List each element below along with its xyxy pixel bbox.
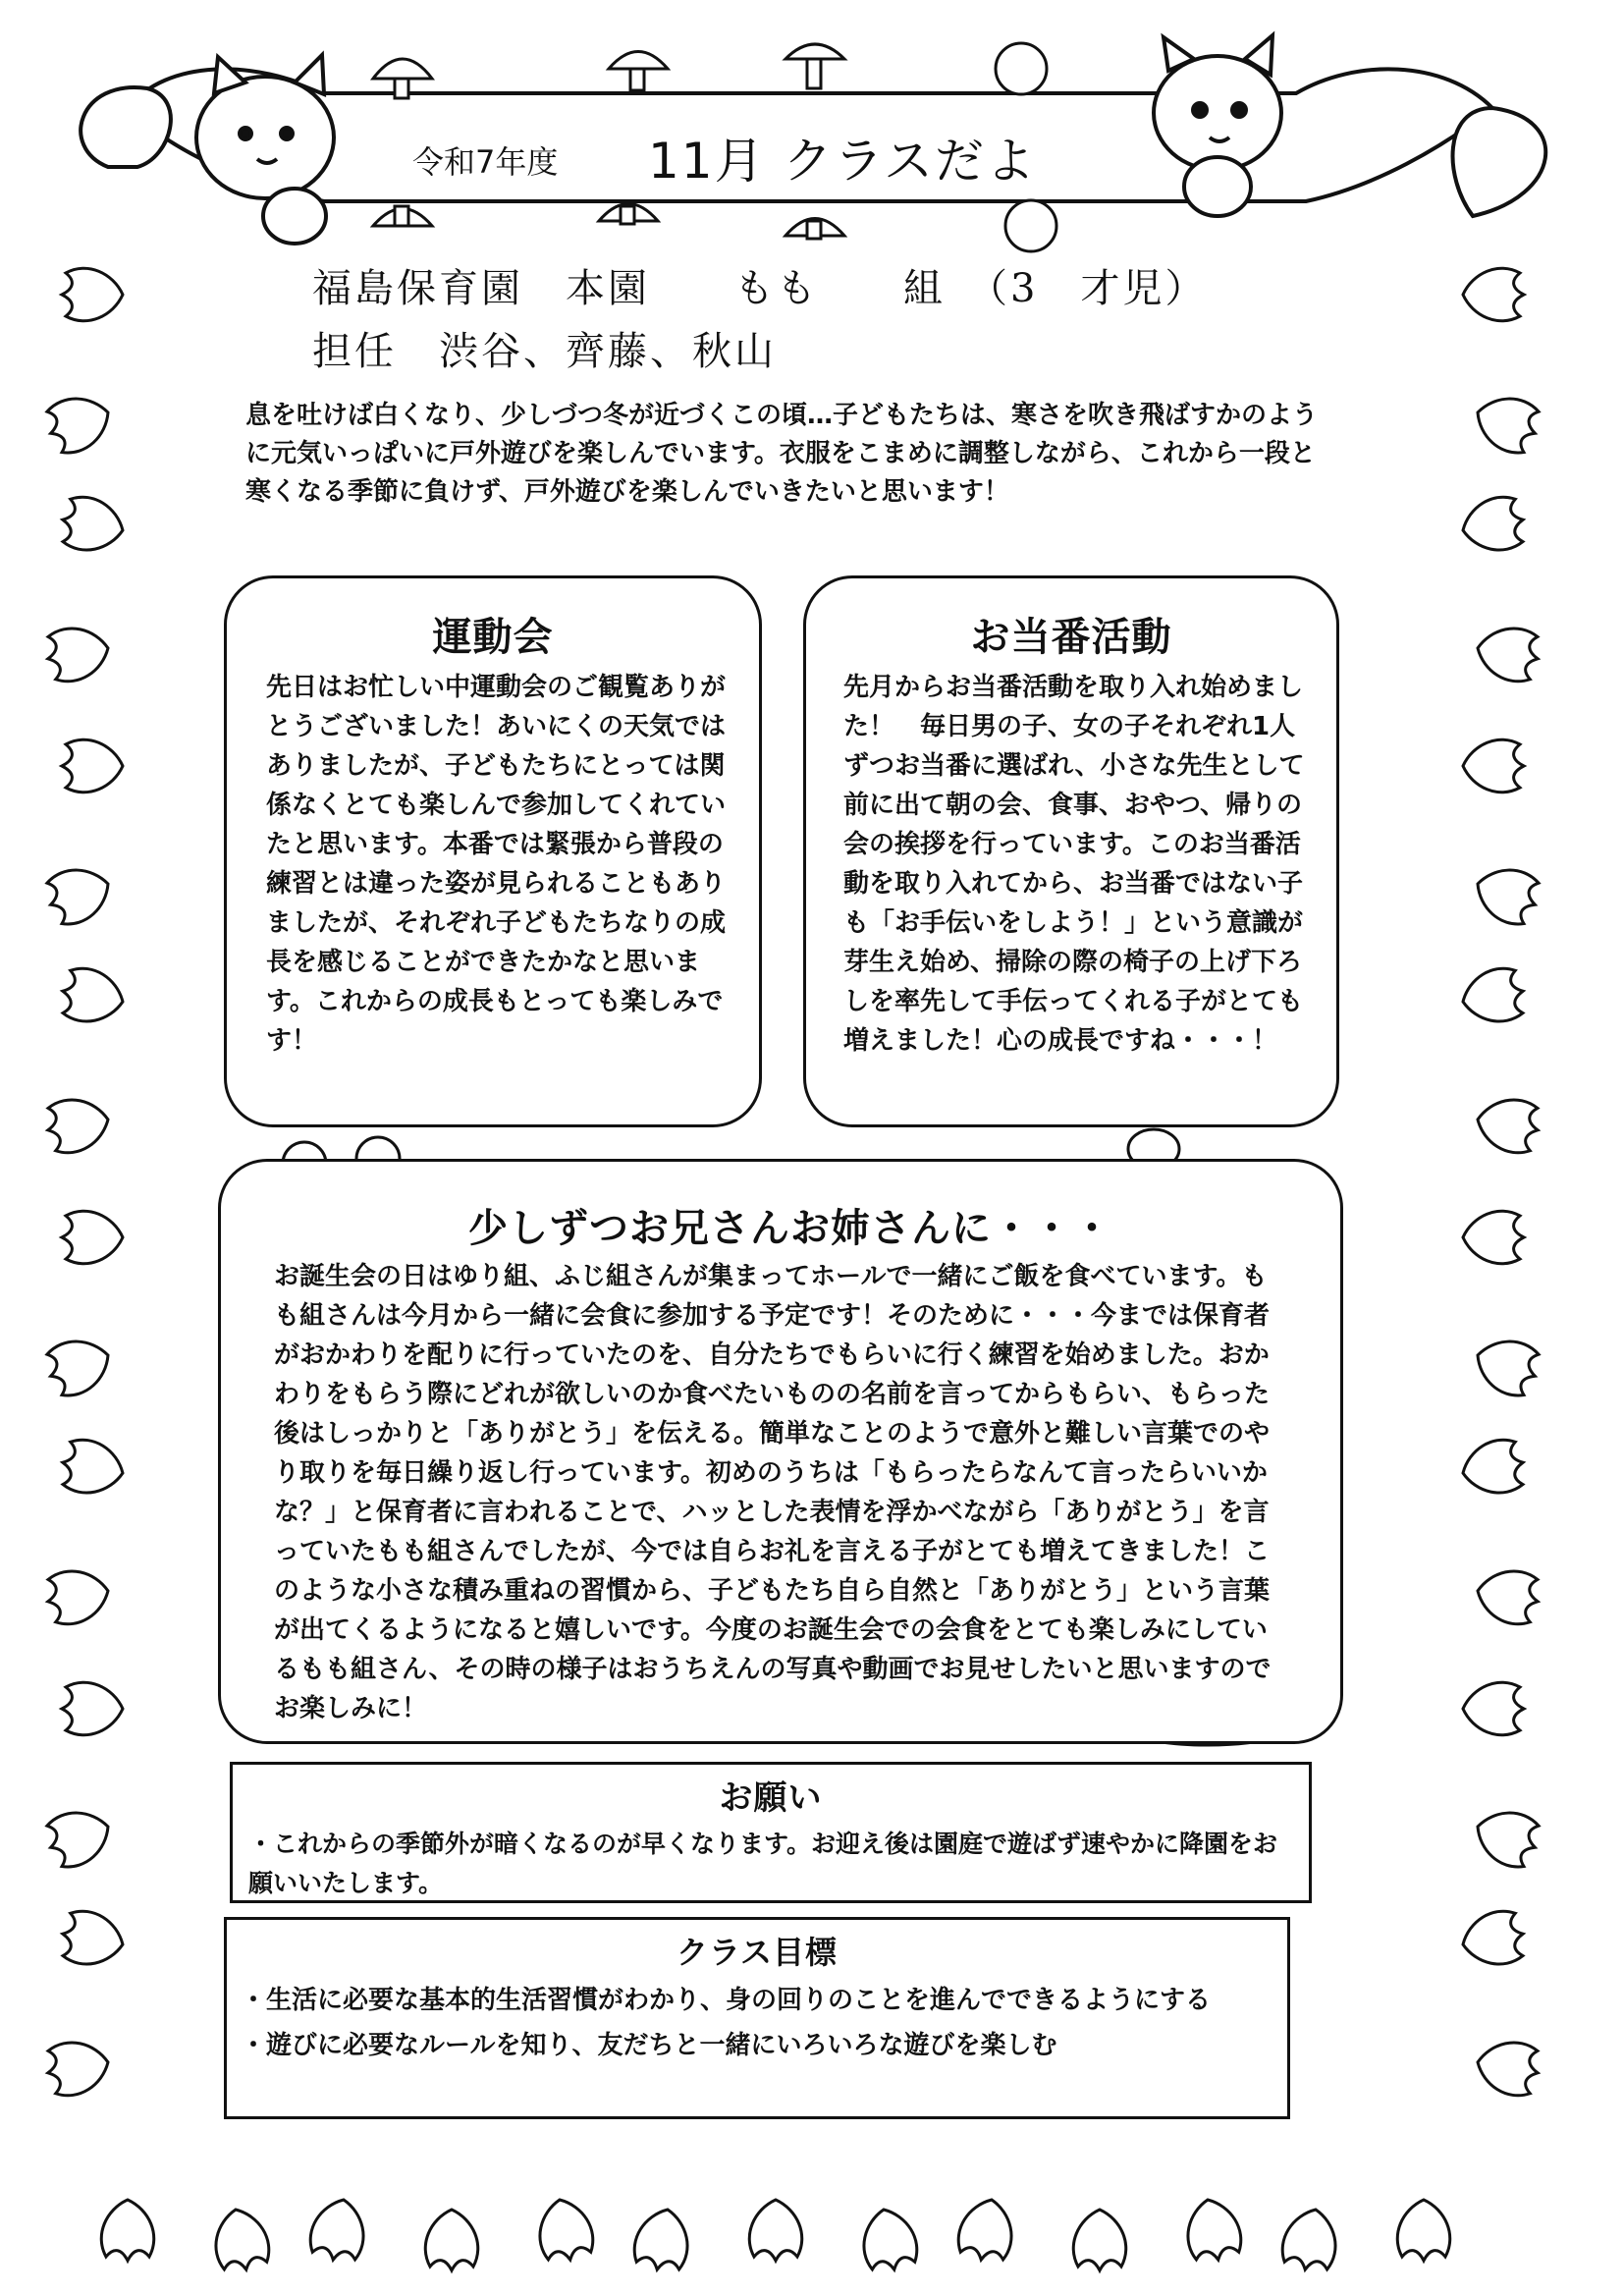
class-goals-section [224,1917,1290,2119]
bottom-leaf-border [101,2195,1449,2273]
nursery-class-line: 福島保育園 本園 もも 組 （3 才児） [312,266,1208,311]
class-goals-title: クラス目標 [676,1934,839,1971]
growing-up-section [218,1159,1343,1744]
sports-day-section [224,575,762,1127]
request-body: ・これからの季節外が暗くなるのが早くなります。お迎え後は園庭で遊ばず速やかに降園をお願いいたします。 [248,1830,1278,1897]
teachers-line: 担任 渋谷、齊藤、秋山 [312,329,777,374]
duty-body: 先月からお当番活動を取り入れ始めました！ 毎日男の子、女の子それぞれ1人ずつお当番に選ばれ、小さな先生として前に出て朝の会、食事、おやつ、帰りの会の挨拶を行っています。このお当番活動を取り入れてから、お当番ではない子も「お手伝いをしよう！」という意識が芽生え始め、掃除の際の椅子の上げ下ろしを率先して手伝ってくれる子がとても増えました！心の成長ですね・・・！ [843,673,1305,1056]
page-title: 11月 クラスだよ [648,133,1038,190]
class-goal-item: ・生活に必要な基本的生活習慣がわかり、身の回りのことを進んでできるようにする [241,1986,1212,2015]
right-leaf-border [1458,268,1543,2099]
duty-section [803,575,1339,1127]
left-leaf-border [42,268,128,2099]
intro-paragraph: 息を吐けば白くなり、少しづつ冬が近づくこの頃…子どもたちは、寒さを吹き飛ばすかのように元気いっぱいに戸外遊びを楽しんでいます。衣服をこまめに調整しながら、これから一段と寒くなる季節に負けず、戸外遊びを楽しんでいきたいと思います！ [245,401,1319,507]
class-goal-item: ・遊びに必要なルールを知り、友だちと一緒にいろいろな遊びを楽しむ [241,2031,1057,2060]
fiscal-year-label: 令和7年度 [412,143,559,181]
sports-day-body: 先日はお忙しい中運動会のご観覧ありがとうございました！あいにくの天気ではありましたが、子どもたちにとっては関係なくとても楽しんで参加してくれていたと思います。本番では緊張から普段の練習とは違った姿が見られることもありましたが、それぞれ子どもたちなりの成長を感じることができたかなと思います。これからの成長もとっても楽しみです！ [266,673,727,1056]
request-section [230,1762,1312,1903]
growing-up-title: 少しずつお兄さんお姉さんに・・・ [468,1206,1112,1251]
request-title: お願い [719,1778,823,1818]
duty-title: お当番活動 [970,615,1172,660]
growing-up-body: お誕生会の日はゆり組、ふじ組さんが集まってホールで一緒にご飯を食べています。もも組さんは今月から一緒に会食に参加する予定です！そのために・・・今までは保育者がおかわりを配りに行っていたのを、自分たちでもらいに行く練習を始めました。おかわりをもらう際にどれが欲しいのか食べたいものの名前を言ってからもらい、もらった後はしっかりと「ありがとう」を伝える。簡単なことのようで意外と難しい言葉でのやり取りを毎日繰り返し行っています。初めのうちは「もらったらなんて言ったらいいかな？」と保育者に言われることで、ハッとした表情を浮かべながら「ありがとう」を言っていたもも組さんでしたが、今では自らお礼を言える子がとても増えてきました！このような小さな積み重ねの習慣から、子どもたち自ら自然と「ありがとう」という言葉が出てくるようになると嬉しいです。今度のお誕生会での会食をとても楽しみにしているもも組さん、その時の様子はおうちえんの写真や動画でお見せしたいと思いますのでお楽しみに！ [274,1262,1272,1723]
sports-day-title: 運動会 [432,615,554,660]
